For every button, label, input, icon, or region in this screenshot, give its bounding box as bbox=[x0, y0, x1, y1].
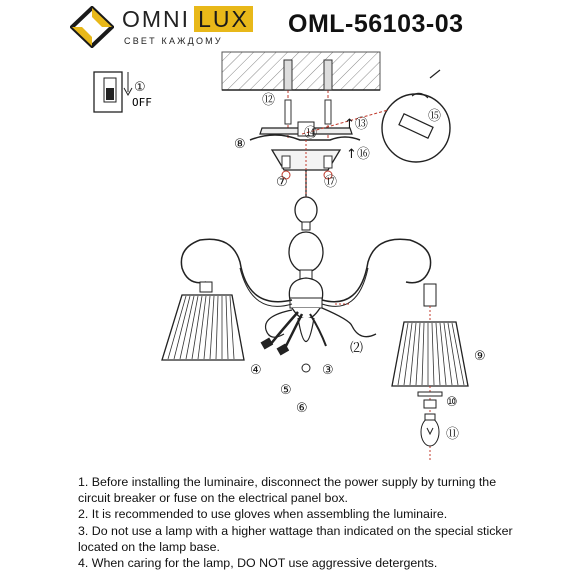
chandelier-body bbox=[289, 278, 322, 300]
callout-numbers bbox=[234, 93, 486, 442]
anchor-left bbox=[284, 60, 292, 90]
svg-text:⑵: ⑵ bbox=[350, 341, 364, 356]
instruction-1: 1. Before installing the luminaire, disconnect the power supply by turning the circuit breaker or fuse on the electrical panel box. bbox=[78, 475, 497, 506]
svg-text:⑪: ⑪ bbox=[446, 427, 460, 442]
bulb bbox=[421, 418, 439, 446]
svg-text:⑧: ⑧ bbox=[234, 137, 246, 152]
switch-off-icon bbox=[94, 72, 132, 112]
lower-ball bbox=[289, 232, 323, 272]
anchor-right bbox=[324, 60, 332, 90]
svg-text:↑⑯: ↑⑯ bbox=[346, 147, 370, 162]
svg-text:④: ④ bbox=[250, 363, 262, 378]
instruction-4: 4. When caring for the lamp, DO NOT use aggressive detergents. bbox=[78, 556, 438, 571]
instruction-2: 2. It is recommended to use gloves when assembling the luminaire. bbox=[78, 507, 448, 522]
upper-ball bbox=[295, 197, 317, 223]
svg-text:⑩: ⑩ bbox=[446, 395, 458, 410]
svg-text:⑨: ⑨ bbox=[474, 349, 486, 364]
svg-text:↑⑬: ↑⑬ bbox=[344, 117, 368, 132]
svg-text:⑰: ⑰ bbox=[324, 175, 338, 190]
model-number: OML-56103-03 bbox=[288, 10, 464, 38]
ceiling-hatch bbox=[222, 52, 380, 90]
brand-name bbox=[122, 6, 253, 33]
omnilux-logo-icon bbox=[70, 6, 114, 48]
svg-text:⑫: ⑫ bbox=[262, 93, 276, 108]
svg-text:⑮: ⑮ bbox=[428, 109, 442, 124]
brand-name-part1: OMNI bbox=[122, 6, 191, 32]
header bbox=[0, 0, 580, 50]
assembly-diagram bbox=[0, 50, 580, 460]
instruction-3: 3. Do not use a lamp with a higher wattage than indicated on the special sticker located on the lamp base. bbox=[78, 523, 513, 554]
svg-text:⑭: ⑭ bbox=[304, 126, 318, 141]
brand-name-part2: LUX bbox=[194, 6, 253, 32]
svg-text:⑦: ⑦ bbox=[276, 175, 288, 190]
svg-text:①: ① bbox=[134, 80, 146, 95]
svg-text:⑤: ⑤ bbox=[280, 383, 292, 398]
svg-text:③: ③ bbox=[322, 363, 334, 378]
left-arm bbox=[181, 239, 292, 302]
svg-text:⑥: ⑥ bbox=[296, 401, 308, 416]
brand-tagline: СВЕТ КАЖДОМУ bbox=[124, 36, 223, 46]
instructions bbox=[78, 474, 518, 571]
switch-off-label: OFF bbox=[132, 96, 152, 109]
